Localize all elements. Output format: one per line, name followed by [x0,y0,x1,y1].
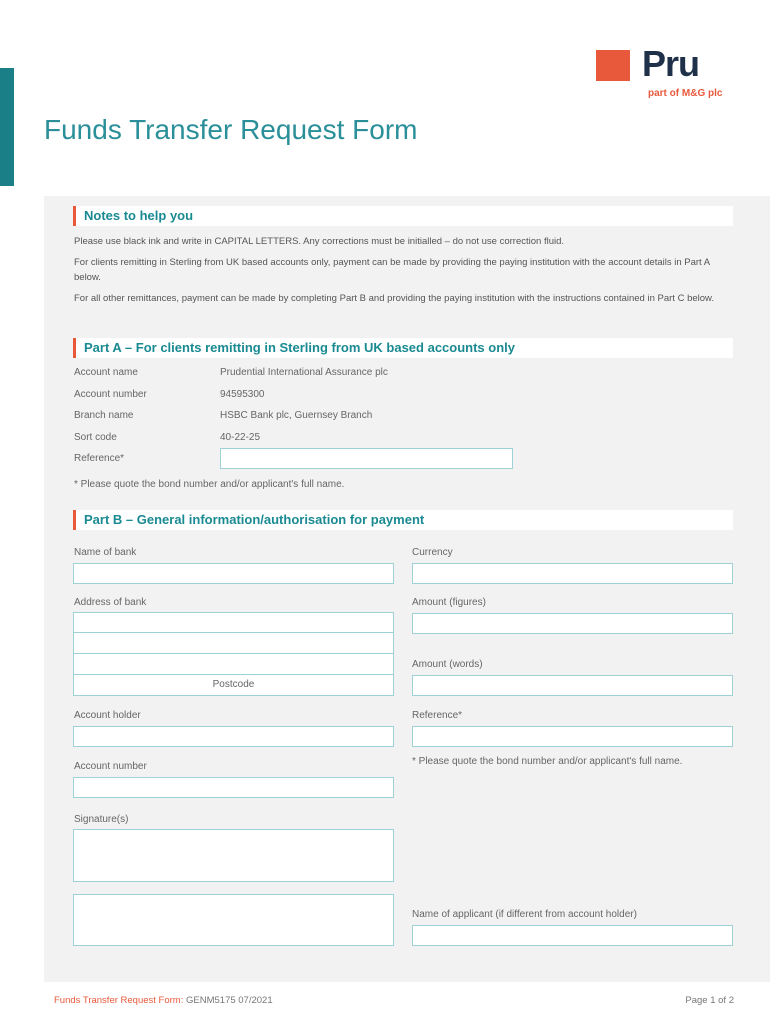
part-a-heading-text: Part A – For clients remitting in Sterling from UK based accounts only [84,340,515,355]
currency-label: Currency [412,547,453,558]
address-line-2-field[interactable] [73,633,394,654]
branch-name-value: HSBC Bank plc, Guernsey Branch [220,410,373,421]
part-a-reference-field[interactable] [220,448,513,469]
page-title: Funds Transfer Request Form [44,114,418,145]
address-of-bank-fields [73,612,394,696]
account-holder-label: Account holder [74,710,141,721]
part-a-heading [73,338,733,358]
notes-paragraph-1: Please use black ink and write in CAPITAL LETTERS. Any corrections must be initialled – do not use correction fluid. [74,236,565,247]
account-number-value: 94595300 [220,389,265,400]
account-holder-field[interactable] [73,726,394,747]
footer-form-code: GENM5175 07/2021 [186,995,273,1006]
account-number-label: Account number [74,389,147,400]
account-number-b-label: Account number [74,761,147,772]
reference-b-field[interactable] [412,726,733,747]
notes-heading [73,206,733,226]
branch-name-label: Branch name [74,410,134,421]
postcode-field[interactable]: Postcode [73,675,394,696]
address-line-1-field[interactable] [73,612,394,633]
part-b-heading-text: Part B – General information/authorisation for payment [84,512,425,527]
currency-field[interactable] [412,563,733,584]
part-b-footnote: * Please quote the bond number and/or applicant's full name. [412,756,683,767]
account-name-label: Account name [74,367,138,378]
amount-figures-field[interactable] [412,613,733,634]
sort-code-value: 40-22-25 [220,432,261,443]
account-number-field[interactable] [73,777,394,798]
notes-paragraph-2: For clients remitting in Sterling from UK based accounts only, payment can be made by providing the paying institution with the account details in Part A below. [74,257,710,283]
heading-accent-bar [73,510,76,530]
name-of-bank-label: Name of bank [74,547,137,558]
heading-accent-bar [73,338,76,358]
signature-field-2[interactable] [73,894,394,946]
heading-accent-bar [73,206,76,226]
reference-b-label: Reference* [412,710,463,721]
side-tab-decoration [0,68,14,186]
notes-heading-text: Notes to help you [84,208,194,223]
notes-paragraph-3: For all other remittances, payment can be made by completing Part B and providing the paying institution with the instructions contained in Part C below. [74,293,715,304]
amount-figures-label: Amount (figures) [412,597,486,608]
signatures-label: Signature(s) [74,814,129,825]
reference-label: Reference* [74,453,125,464]
name-of-applicant-label: Name of applicant (if different from account holder) [412,909,637,920]
amount-words-label: Amount (words) [412,659,483,670]
footer-form-label: Funds Transfer Request Form: [54,995,184,1006]
address-of-bank-label: Address of bank [74,597,147,608]
sort-code-label: Sort code [74,432,117,443]
amount-words-field[interactable] [412,675,733,696]
footer-form-id [54,995,273,1006]
pru-logo-square [596,50,630,81]
part-a-footnote: * Please quote the bond number and/or applicant's full name. [74,479,345,490]
pru-logo-text: Pru [642,43,700,84]
account-name-value: Prudential International Assurance plc [220,367,388,378]
pru-logo-tagline: part of M&G plc [648,88,723,99]
signature-field-1[interactable] [73,829,394,882]
footer-page-number: Page 1 of 2 [685,995,734,1006]
address-line-3-field[interactable] [73,654,394,675]
part-b-heading [73,510,733,530]
name-of-applicant-field[interactable] [412,925,733,946]
name-of-bank-field[interactable] [73,563,394,584]
